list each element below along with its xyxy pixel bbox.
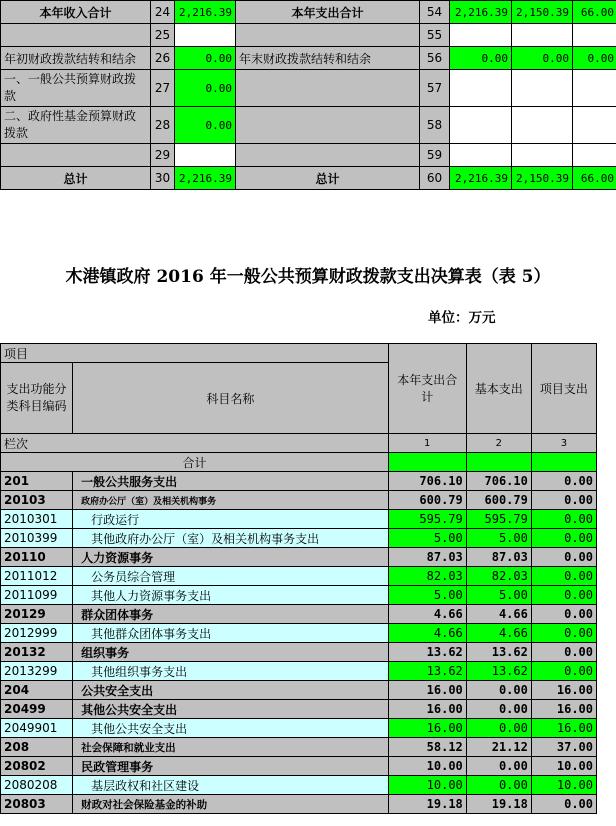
expense-row-no: 57 — [420, 70, 450, 107]
project-value: 10.00 — [531, 776, 596, 795]
project-value: 0.00 — [531, 529, 596, 548]
top-table-row — [1, 47, 616, 70]
income-label: 总计 — [1, 167, 151, 190]
income-value: 2,216.39 — [175, 167, 236, 190]
total-value: 5.00 — [388, 586, 466, 605]
sum-cell — [531, 453, 596, 472]
total-value: 10.00 — [388, 757, 466, 776]
subject-name: 基层政权和社区建设 — [73, 776, 389, 795]
table-row — [1, 510, 597, 529]
total-value: 600.79 — [388, 491, 466, 510]
subject-name: 社会保障和就业支出 — [73, 738, 389, 757]
top-table-row — [1, 24, 616, 47]
subject-name: 民政管理事务 — [73, 757, 389, 776]
subject-code: 2010301 — [1, 510, 73, 529]
subject-code: 2013299 — [1, 662, 73, 681]
basic-value: 4.66 — [466, 624, 531, 643]
subject-name: 财政对社会保险基金的补助 — [73, 795, 389, 814]
basic-value: 5.00 — [466, 529, 531, 548]
income-value — [175, 144, 236, 167]
subject-code: 2049901 — [1, 719, 73, 738]
table-row — [1, 605, 597, 624]
basic-value: 87.03 — [466, 548, 531, 567]
table-row — [1, 529, 597, 548]
top-table-row — [1, 144, 616, 167]
expense-value — [450, 144, 512, 167]
table-row — [1, 567, 597, 586]
subject-name: 公共安全支出 — [73, 681, 389, 700]
expense-value: 2,150.39 — [512, 1, 573, 24]
subject-name: 行政运行 — [73, 510, 389, 529]
income-label: 一、一般公共预算财政拨款 — [1, 70, 151, 107]
header-project: 项目支出 — [531, 344, 596, 434]
expense-value — [450, 24, 512, 47]
total-value: 87.03 — [388, 548, 466, 567]
project-value: 0.00 — [531, 491, 596, 510]
header-code: 支出功能分类科目编码 — [1, 363, 73, 434]
top-table-row — [1, 107, 616, 144]
subject-code: 20802 — [1, 757, 73, 776]
expense-label — [236, 70, 420, 107]
expense-value — [573, 107, 616, 144]
expense-value: 66.00 — [573, 1, 616, 24]
project-value: 0.00 — [531, 795, 596, 814]
table-row — [1, 491, 597, 510]
subject-name: 公务员综合管理 — [73, 567, 389, 586]
header-item: 项目 — [1, 344, 389, 363]
row-index-label: 栏次 — [1, 434, 389, 453]
subject-name: 其他人力资源事务支出 — [73, 586, 389, 605]
expense-label — [236, 107, 420, 144]
total-value: 595.79 — [388, 510, 466, 529]
subject-code: 204 — [1, 681, 73, 700]
expense-value — [450, 70, 512, 107]
subject-name: 其他政府办公厅（室）及相关机构事务支出 — [73, 529, 389, 548]
expenditure-table — [0, 343, 597, 814]
table-row — [1, 776, 597, 795]
income-value: 0.00 — [175, 47, 236, 70]
subject-code: 20129 — [1, 605, 73, 624]
income-label — [1, 24, 151, 47]
basic-value: 13.62 — [466, 662, 531, 681]
expense-row-no: 58 — [420, 107, 450, 144]
income-row-no: 24 — [151, 1, 175, 24]
subject-code: 2080208 — [1, 776, 73, 795]
expense-row-no: 60 — [420, 167, 450, 190]
expense-label: 总计 — [236, 167, 420, 190]
subject-name: 一般公共服务支出 — [73, 472, 389, 491]
project-value: 0.00 — [531, 567, 596, 586]
total-value: 706.10 — [388, 472, 466, 491]
project-value: 37.00 — [531, 738, 596, 757]
income-label: 年初财政拨款结转和结余 — [1, 47, 151, 70]
expense-value — [512, 24, 573, 47]
subject-code: 20803 — [1, 795, 73, 814]
table-row — [1, 586, 597, 605]
expense-label — [236, 24, 420, 47]
table-row — [1, 700, 597, 719]
subject-name: 人力资源事务 — [73, 548, 389, 567]
basic-value: 19.18 — [466, 795, 531, 814]
project-value: 0.00 — [531, 662, 596, 681]
basic-value: 0.00 — [466, 757, 531, 776]
subject-code: 20103 — [1, 491, 73, 510]
project-value: 10.00 — [531, 757, 596, 776]
subject-name: 其他群众团体事务支出 — [73, 624, 389, 643]
unit-label: 单位：万元 — [428, 310, 496, 326]
project-value: 16.00 — [531, 719, 596, 738]
header-basic: 基本支出 — [466, 344, 531, 434]
expense-value: 0.00 — [573, 47, 616, 70]
subject-code: 20110 — [1, 548, 73, 567]
expense-value — [512, 70, 573, 107]
total-value: 16.00 — [388, 681, 466, 700]
income-value — [175, 24, 236, 47]
total-value: 58.12 — [388, 738, 466, 757]
expense-value — [512, 144, 573, 167]
total-value: 4.66 — [388, 624, 466, 643]
subject-code: 2011099 — [1, 586, 73, 605]
expense-row-no: 59 — [420, 144, 450, 167]
income-row-no: 29 — [151, 144, 175, 167]
table-row — [1, 795, 597, 814]
table-row — [1, 643, 597, 662]
table-row — [1, 662, 597, 681]
subject-code: 201 — [1, 472, 73, 491]
sum-label: 合计 — [1, 453, 389, 472]
income-row-no: 28 — [151, 107, 175, 144]
subject-name: 其他公共安全支出 — [73, 719, 389, 738]
total-value: 10.00 — [388, 776, 466, 795]
subject-code: 20132 — [1, 643, 73, 662]
total-value: 4.66 — [388, 605, 466, 624]
project-value: 16.00 — [531, 681, 596, 700]
income-value: 0.00 — [175, 70, 236, 107]
expense-value — [573, 24, 616, 47]
project-value: 0.00 — [531, 472, 596, 491]
subject-code: 2011012 — [1, 567, 73, 586]
expense-value — [512, 107, 573, 144]
basic-value: 5.00 — [466, 586, 531, 605]
income-row-no: 26 — [151, 47, 175, 70]
basic-value: 706.10 — [466, 472, 531, 491]
top-table-row — [1, 167, 616, 190]
expense-row-no: 56 — [420, 47, 450, 70]
table-row — [1, 624, 597, 643]
expense-value — [450, 107, 512, 144]
total-value: 13.62 — [388, 643, 466, 662]
basic-value: 82.03 — [466, 567, 531, 586]
income-row-no: 25 — [151, 24, 175, 47]
income-label: 本年收入合计 — [1, 1, 151, 24]
page-title: 木港镇政府 2016 年一般公共预算财政拨款支出决算表（表 5） — [65, 267, 551, 287]
project-value: 0.00 — [531, 643, 596, 662]
table-row — [1, 472, 597, 491]
basic-value: 21.12 — [466, 738, 531, 757]
expense-label: 年末财政拨款结转和结余 — [236, 47, 420, 70]
total-value: 19.18 — [388, 795, 466, 814]
total-value: 16.00 — [388, 700, 466, 719]
income-value: 2,216.39 — [175, 1, 236, 24]
table-row — [1, 681, 597, 700]
table-row — [1, 757, 597, 776]
col-num: 1 — [388, 434, 466, 453]
expense-row-no: 55 — [420, 24, 450, 47]
subject-code: 208 — [1, 738, 73, 757]
basic-value: 0.00 — [466, 776, 531, 795]
project-value: 0.00 — [531, 624, 596, 643]
total-value: 16.00 — [388, 719, 466, 738]
total-value: 13.62 — [388, 662, 466, 681]
expense-value: 66.00 — [573, 167, 616, 190]
subject-name: 政府办公厅（室）及相关机构事务 — [73, 491, 389, 510]
subject-name: 组织事务 — [73, 643, 389, 662]
expense-label — [236, 144, 420, 167]
income-label: 二、政府性基金预算财政拨款 — [1, 107, 151, 144]
table-row — [1, 738, 597, 757]
project-value: 0.00 — [531, 605, 596, 624]
expense-value — [573, 144, 616, 167]
header-name: 科目名称 — [73, 363, 389, 434]
income-row-no: 30 — [151, 167, 175, 190]
basic-value: 0.00 — [466, 681, 531, 700]
expense-label: 本年支出合计 — [236, 1, 420, 24]
expense-value — [573, 70, 616, 107]
total-value: 5.00 — [388, 529, 466, 548]
basic-value: 0.00 — [466, 719, 531, 738]
income-label — [1, 144, 151, 167]
expense-value: 0.00 — [450, 47, 512, 70]
subject-code: 20499 — [1, 700, 73, 719]
subject-code: 2012999 — [1, 624, 73, 643]
income-value: 0.00 — [175, 107, 236, 144]
expense-value: 2,150.39 — [512, 167, 573, 190]
expense-row-no: 54 — [420, 1, 450, 24]
basic-value: 595.79 — [466, 510, 531, 529]
subject-code: 2010399 — [1, 529, 73, 548]
sum-cell — [388, 453, 466, 472]
sum-cell — [466, 453, 531, 472]
income-row-no: 27 — [151, 70, 175, 107]
subject-name: 其他公共安全支出 — [73, 700, 389, 719]
income-expenditure-table — [0, 0, 616, 190]
basic-value: 600.79 — [466, 491, 531, 510]
col-num: 3 — [531, 434, 596, 453]
col-num: 2 — [466, 434, 531, 453]
subject-name: 其他组织事务支出 — [73, 662, 389, 681]
table-row — [1, 719, 597, 738]
expense-value: 2,216.39 — [450, 167, 512, 190]
total-value: 82.03 — [388, 567, 466, 586]
project-value: 0.00 — [531, 586, 596, 605]
basic-value: 0.00 — [466, 700, 531, 719]
project-value: 0.00 — [531, 548, 596, 567]
top-table-row — [1, 1, 616, 24]
header-total: 本年支出合计 — [388, 344, 466, 434]
table-row — [1, 548, 597, 567]
expense-value: 2,216.39 — [450, 1, 512, 24]
project-value: 16.00 — [531, 700, 596, 719]
expense-value: 0.00 — [512, 47, 573, 70]
subject-name: 群众团体事务 — [73, 605, 389, 624]
basic-value: 4.66 — [466, 605, 531, 624]
project-value: 0.00 — [531, 510, 596, 529]
basic-value: 13.62 — [466, 643, 531, 662]
top-table-row — [1, 70, 616, 107]
